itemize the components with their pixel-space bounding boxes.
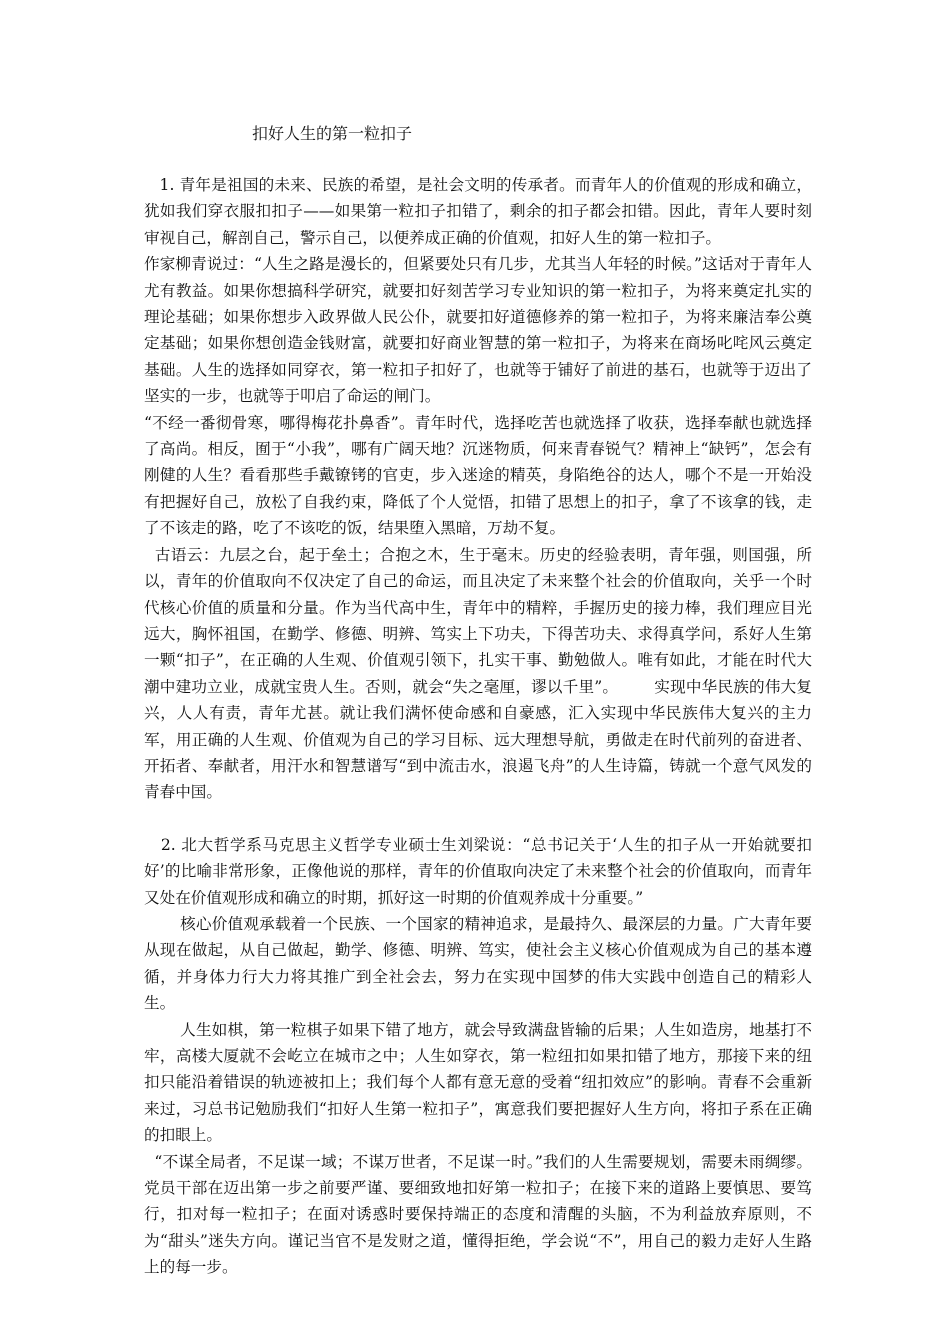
document-body — [144, 172, 812, 1281]
paragraph-8: “不谋全局者，不足谋一域；不谋万世者，不足谋一时。”我们的人生需要规划，需要未雨绸缪。党员干部在迈出第一步之前要严谨、要细致地扣好第一粒扣子；在接下来的道路上要慎思、要笃行，扣对每一粒扣子；在面对诱惑时要保持端正的态度和清醒的头脑，不为利益放弃原则，不为“甜头”迷失方向。谨记当官不是发财之道，懂得拒绝，学会说“不”，用自己的毅力走好人生路上的每一步。 — [144, 1152, 812, 1277]
paragraph-4: 古语云：九层之台，起于垒土；合抱之木，生于毫末。历史的经验表明，青年强，则国强，所以，青年的价值取向不仅决定了自己的命运，而且决定了未来整个社会的价值取向，关乎一个时代核心价值的质量和分量。作为当代高中生，青年中的精粹，手握历史的接力棒，我们理应目光远大，胸怀祖国，在勤学、修德、明辨、笃实上下功夫，下得苦功夫、求得真学问，系好人生第一颗“扣子”，在正确的人生观、价值观引领下，扎实干事、勤勉做人。唯有如此，才能在时代大潮中建功立业，成就宝贵人生。否则，就会“失之毫厘，谬以千里”。 实现中华民族的伟大复兴，人人有责，青年尤甚。就让我们满怀使命感和自豪感，汇入实现中华民族伟大复兴的主力军，用正确的人生观、价值观为自己的学习目标、远大理想导航，勇做走在时代前列的奋进者、开拓者、奉献者，用汗水和智慧谱写“到中流击水，浪遏飞舟”的人生诗篇，铸就一个意气风发的青春中国。 — [144, 545, 812, 802]
document-title: 扣好人生的第一粒扣子 — [252, 124, 413, 143]
paragraph-7: 人生如棋，第一粒棋子如果下错了地方，就会导致满盘皆输的后果；人生如造房，地基打不牢，高楼大厦就不会屹立在城市之中；人生如穿衣，第一粒纽扣如果扣错了地方，那接下来的纽扣只能沿着错误的轨迹被扣上；我们每个人都有意无意的受着“纽扣效应”的影响。青春不会重新来过，习总书记勉励我们“扣好人生第一粒扣子”，寓意我们要把握好人生方向，将扣子系在正确的扣眼上。 — [144, 1020, 812, 1145]
paragraph-2: 作家柳青说过：“人生之路是漫长的，但紧要处只有几步，尤其当人年轻的时候。”这话对于青年人尤有教益。如果你想搞科学研究，就要扣好刻苦学习专业知识的第一粒扣子，为将来奠定扎实的理论基础；如果你想步入政界做人民公仆，就要扣好道德修养的第一粒扣子，为将来廉洁奉公奠定基础；如果你想创造金钱财富，就要扣好商业智慧的第一粒扣子，为将来在商场叱咤风云奠定基础。人生的选择如同穿衣，第一粒扣子扣好了，也就等于铺好了前进的基石，也就等于迈出了坚实的一步，也就等于叩启了命运的闸门。 — [144, 255, 812, 406]
section-gap — [144, 806, 812, 832]
paragraph-1: 1. 青年是祖国的未来、民族的希望，是社会文明的传承者。而青年人的价值观的形成和确立，犹如我们穿衣服扣扣子——如果第一粒扣子扣错了，剩余的扣子都会扣错。因此，青年人要时刻审视自己，解剖自己，警示自己，以便养成正确的价值观，扣好人生的第一粒扣子。 — [144, 176, 812, 247]
paragraph-6: 核心价值观承载着一个民族、一个国家的精神追求，是最持久、最深层的力量。广大青年要从现在做起，从自己做起，勤学、修德、明辨、笃实，使社会主义核心价值观成为自己的基本遵循，并身体力行大力将其推广到全社会去，努力在实现中国梦的伟大实践中创造自己的精彩人生。 — [144, 914, 812, 1013]
paragraph-3: “不经一番彻骨寒，哪得梅花扑鼻香”。青年时代，选择吃苦也就选择了收获，选择奉献也就选择了高尚。相反，囿于“小我”，哪有广阔天地？沉迷物质，何来青春锐气？精神上“缺钙”，怎会有刚健的人生？看看那些手戴镣铐的官吏，步入迷途的精英，身陷绝谷的达人，哪个不是一开始没有把握好自己，放松了自我约束，降低了个人觉悟，扣错了思想上的扣子，拿了不该拿的钱，走了不该走的路，吃了不该吃的饭，结果堕入黑暗，万劫不复。 — [144, 413, 812, 538]
paragraph-5: 2. 北大哲学系马克思主义哲学专业硕士生刘梁说：“总书记关于‘人生的扣子从一开始就要扣好’的比喻非常形象，正像他说的那样，青年的价值取向决定了未来整个社会的价值取向，而青年又处在价值观形成和确立的时期，抓好这一时期的价值观养成十分重要。” — [144, 835, 812, 907]
